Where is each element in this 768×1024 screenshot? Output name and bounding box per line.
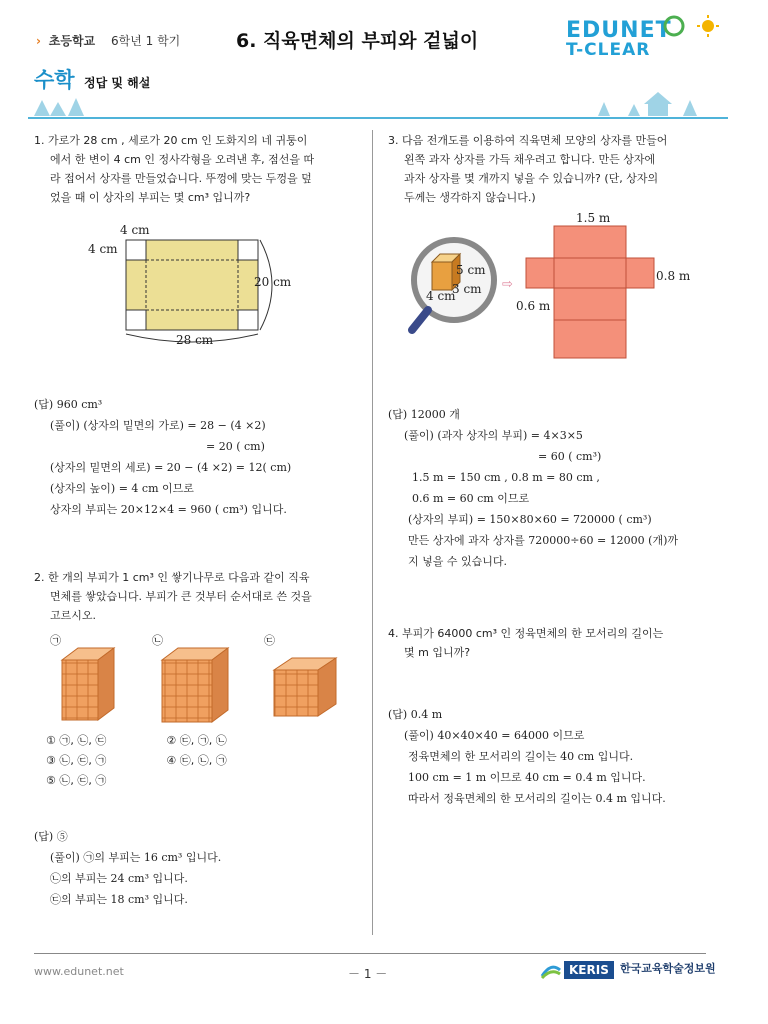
question-4-line: 4. 부피가 64000 cm³ 인 정육면체의 한 모서리의 길이는 [388, 627, 664, 640]
subject-label: 수학 [34, 68, 75, 92]
answer-line: 정육면체의 한 모서리의 길이는 40 cm 입니다. [408, 750, 634, 763]
question-2-options [46, 731, 227, 791]
answer-line: (풀이) (과자 상자의 부피) = 4×3×5 [404, 429, 583, 442]
subtitle: 정답 및 해설 [84, 76, 151, 90]
page-number: － 1 － [348, 967, 388, 981]
answer-line: = 20 ( cm) [206, 440, 265, 453]
footer-divider [34, 953, 706, 954]
answer-line: (상자의 높이) = 4 cm 이므로 [50, 482, 194, 495]
question-1-figure [84, 222, 314, 347]
figure-top-label: 4 cm [120, 223, 150, 237]
block-label-c: ㉢ [264, 634, 275, 647]
question-3-line: 왼쪽 과자 상자를 가득 채우려고 합니다. 만든 상자에 [404, 153, 656, 166]
column-divider [372, 130, 373, 935]
answer-line: 따라서 정육면체의 한 모서리의 길이는 0.4 m 입니다. [408, 792, 666, 805]
edunet-logo: EDUNET [566, 18, 672, 43]
answer-2 [34, 826, 221, 910]
question-3 [388, 131, 723, 207]
net-right-label: 0.8 m [656, 269, 691, 283]
option-1[interactable]: ① ㉠, ㉡, ㉢ [46, 734, 107, 747]
question-1-line: 에서 한 변이 4 cm 인 정사각형을 오려낸 후, 점선을 따 [50, 153, 315, 166]
answer-line: = 60 ( cm³) [538, 450, 602, 463]
logo-swirl-icon [660, 14, 720, 44]
answer-line: (상자의 밑면의 세로) = 20 − (4 ×2) = 12( cm) [50, 461, 292, 474]
answer-3 [388, 404, 678, 572]
answer-line: (답) 12000 개 [388, 408, 460, 421]
page-title: 6. 직육면체의 부피와 겉넓이 [236, 30, 479, 52]
keris-logo [540, 958, 720, 982]
question-4 [388, 624, 723, 662]
corner-square [126, 310, 146, 330]
figure-bottom-label: 28 cm [176, 333, 214, 347]
question-1 [34, 131, 364, 207]
answer-line: (답) 960 cm³ [34, 398, 103, 411]
keris-badge: KERIS [564, 961, 614, 979]
breadcrumb [36, 32, 180, 49]
answer-line: 지 넣을 수 있습니다. [408, 555, 507, 568]
box-width-label: 4 cm [426, 289, 456, 303]
answer-line: (답) ⑤ [34, 830, 68, 843]
arrow-right-icon: ⇨ [502, 277, 513, 292]
option-5[interactable]: ⑤ ㉡, ㉢, ㉠ [46, 774, 107, 787]
answer-line: 상자의 부피는 20×12×4 = 960 ( cm³) 입니다. [50, 503, 287, 516]
tclear-logo: T-CLEAR [566, 40, 651, 60]
answer-line: 만든 상자에 과자 상자를 720000÷60 = 12000 (개)까 [408, 534, 678, 547]
answer-line: ㉢의 부피는 18 cm³ 입니다. [50, 893, 188, 906]
corner-square [238, 240, 258, 260]
box-height-label: 5 cm [456, 263, 486, 277]
question-2-line: 면체를 쌓았습니다. 부피가 큰 것부터 순서대로 쓴 것을 [50, 590, 312, 603]
option-4[interactable]: ④ ㉢, ㉡, ㉠ [166, 754, 227, 767]
question-1-line: 었을 때 이 상자의 부피는 몇 cm³ 입니까? [50, 191, 251, 204]
question-1-line: 라 접어서 상자를 만들었습니다. 뚜껑에 맞는 두껑을 덮 [50, 172, 312, 185]
corner-square [238, 310, 258, 330]
answer-line: 100 cm = 1 m 이므로 40 cm = 0.4 m 입니다. [408, 771, 646, 784]
org-name: 한국교육학술정보원 [620, 962, 716, 975]
block-label-b: ㉡ [152, 634, 163, 647]
question-2-line: 고르시오. [50, 609, 97, 622]
block-label-a: ㉠ [50, 634, 61, 647]
answer-line: 1.5 m = 150 cm , 0.8 m = 80 cm , [412, 471, 600, 484]
corner-square [126, 240, 146, 260]
answer-line: 0.6 m = 60 cm 이므로 [412, 492, 530, 505]
question-2-line: 2. 한 개의 부피가 1 cm³ 인 쌓기나무로 다음과 같이 직육 [34, 571, 310, 584]
question-2-figure [44, 630, 364, 730]
box-net [526, 226, 654, 358]
answer-line: (답) 0.4 m [388, 708, 443, 721]
option-2[interactable]: ② ㉢, ㉠, ㉡ [166, 734, 227, 747]
header-scenery-icon [28, 92, 728, 118]
answer-4 [388, 704, 666, 809]
answer-line: (풀이) (상자의 밑면의 가로) = 28 − (4 ×2) [50, 419, 266, 432]
question-2 [34, 568, 364, 625]
page-header [0, 0, 768, 120]
figure-left-label: 4 cm [88, 242, 118, 256]
net-left-label: 0.6 m [516, 299, 551, 313]
figure-right-label: 20 cm [254, 275, 292, 289]
answer-1 [34, 394, 291, 520]
net-top-label: 1.5 m [576, 211, 611, 225]
keris-emblem-icon [540, 960, 562, 980]
chevron-right-icon: › [36, 34, 41, 48]
answer-line: (풀이) ㉠의 부피는 16 cm³ 입니다. [50, 851, 222, 864]
answer-line: ㉡의 부피는 24 cm³ 입니다. [50, 872, 188, 885]
answer-line: (상자의 부피) = 150×80×60 = 720000 ( cm³) [408, 513, 652, 526]
grade-semester: 6학년 1 학기 [110, 34, 181, 48]
question-4-line: 몇 m 입니까? [404, 646, 471, 659]
block-stack-b [162, 648, 228, 722]
block-stack-a [62, 648, 114, 720]
question-1-line: 1. 가로가 28 cm , 세로가 20 cm 인 도화지의 네 귀퉁이 [34, 134, 308, 147]
question-3-figure [406, 208, 706, 363]
box-depth-label: 3 cm [452, 282, 482, 296]
school-level: 초등학교 [48, 34, 96, 48]
question-3-line: 3. 다음 전개도를 이용하여 직육면체 모양의 상자를 만들어 [388, 134, 668, 147]
question-3-line: 두께는 생각하지 않습니다.) [404, 191, 536, 204]
footer-url[interactable]: www.edunet.net [34, 965, 124, 978]
question-3-line: 과자 상자를 몇 개까지 넣을 수 있습니까? (단, 상자의 [404, 172, 659, 185]
header-divider [28, 117, 728, 119]
answer-line: (풀이) 40×40×40 = 64000 이므로 [404, 729, 585, 742]
option-3[interactable]: ③ ㉡, ㉢, ㉠ [46, 754, 107, 767]
block-stack-c [274, 658, 336, 716]
